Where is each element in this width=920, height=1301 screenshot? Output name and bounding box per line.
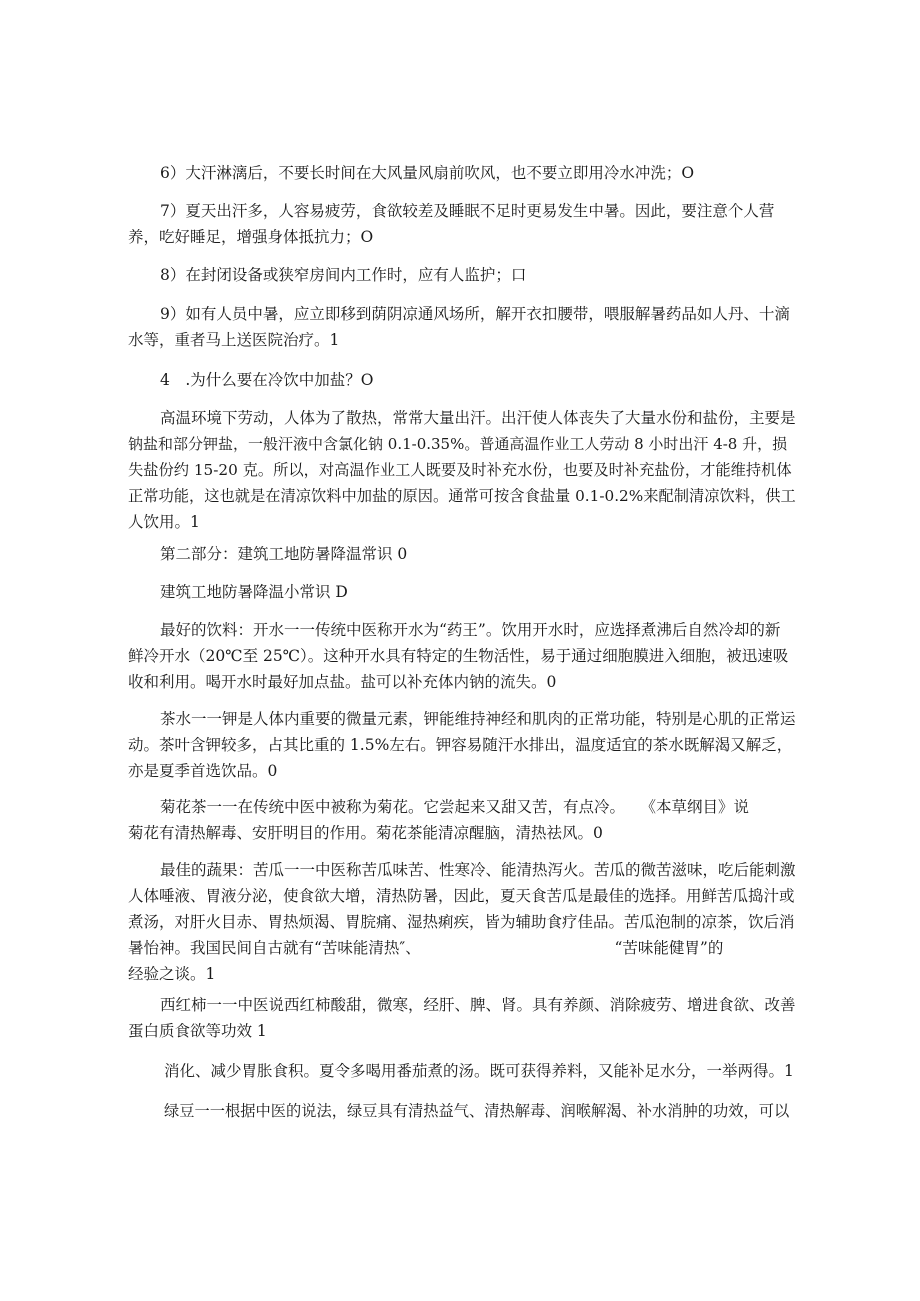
section-heading-part-two xyxy=(128,541,796,567)
paragraph-line: 失盐份约 15-20 克。所以，对高温作业工人既要及时补充水份，也要及时补充盐份，才能维持机体 xyxy=(128,461,792,479)
paragraph-line: 蛋白质食欲等功效 1 xyxy=(128,1022,267,1040)
paragraph-line: 菊花茶一一在传统中医中被称为菊花。它尝起来又甜又苦，有点冷。 《本草纲目》说 xyxy=(160,798,750,816)
paragraph-tea xyxy=(128,706,796,784)
paragraph-line: 茶水一一钾是人体内重要的微量元素，钾能维持神经和肌肉的正常功能，特别是心肌的正常运 xyxy=(160,710,796,728)
paragraph-line: 煮汤，对肝火目赤、胃热烦渴、胃脘痛、湿热痢疾，皆为辅助食疗佳品。苦瓜泡制的凉茶，饮后消 xyxy=(128,913,795,931)
paragraph-line: 动。茶叶含钾较多，占其比重的 1.5%左右。钾容易随汗水排出，温度适宜的茶水既解渴又解乏， xyxy=(128,736,793,754)
paragraph-boiled-water xyxy=(128,617,796,695)
paragraph-line: 绿豆一一根据中医的说法，绿豆具有清热益气、清热解毒、润喉解渴、补水消肿的功效，可以 xyxy=(164,1102,790,1120)
paragraph-line: 钠盐和部分钾盐，一般汗液中含氯化钠 0.1-0.35%。普通高温作业工人劳动 8 小时出汗 4-8 升，损 xyxy=(128,435,788,453)
paragraph-line: 亦是夏季首选饮品。0 xyxy=(128,762,278,780)
paragraph-line: 最好的饮料：开水一一传统中医称开水为“药王”。饮用开水时，应选择煮沸后自然冷却的新 xyxy=(160,621,781,639)
paragraph-line: 9）如有人员中暑，应立即移到荫阴凉通风场所，解开衣扣腰带，喂服解暑药品如人丹、十滴 xyxy=(160,305,790,323)
paragraph-line: 消化、减少胃胀食积。夏令多喝用番茄煮的汤。既可获得养料，又能补足水分，一举两得。1 xyxy=(164,1062,794,1080)
paragraph-item-6 xyxy=(128,160,796,186)
paragraph-line: 建筑工地防暑降温小常识 D xyxy=(160,583,348,601)
paragraph-line: 高温环境下劳动，人体为了散热，常常大量出汗。出汗使人体丧失了大量水份和盐份，主要是 xyxy=(160,409,796,427)
question-heading xyxy=(128,367,796,393)
paragraph-mung-bean xyxy=(128,1098,796,1124)
paragraph-line: 正常功能，这也就是在清凉饮料中加盐的原因。通常可按含食盐量 0.1-0.2%来配制清凉饮料，供工 xyxy=(128,487,796,505)
paragraph-line: 第二部分：建筑工地防暑降温常识 0 xyxy=(160,545,408,563)
paragraph-line: 人饮用。1 xyxy=(128,513,200,531)
paragraph-chrysanthemum-tea xyxy=(128,794,796,846)
paragraph-line: 养，吃好睡足，增强身体抵抗力；O xyxy=(128,228,374,246)
paragraph-bitter-melon xyxy=(128,857,796,987)
paragraph-line: 最佳的蔬果：苦瓜一一中医称苦瓜味苦、性寒冷、能清热泻火。苦瓜的微苦滋味，吃后能刺激 xyxy=(160,861,796,879)
paragraph-line: 水等，重者马上送医院治疗。1 xyxy=(128,331,340,349)
paragraph-line: 西红柿一一中医说西红柿酸甜，微寒，经肝、脾、肾。具有养颜、消除疲劳、增进食欲、改善 xyxy=(160,996,796,1014)
paragraph-item-9 xyxy=(128,301,796,353)
paragraph-line: 菊花有清热解毒、安肝明目的作用。菊花茶能清凉醒脑，清热祛风。0 xyxy=(128,824,603,842)
salt-explanation-paragraph xyxy=(128,405,796,535)
paragraph-tomato-continued xyxy=(128,1058,796,1084)
paragraph-item-7 xyxy=(128,198,796,250)
paragraph-line: 7）夏天出汗多，人容易疲劳，食欲较差及睡眠不足时更易发生中暑。因此，要注意个人营 xyxy=(160,202,775,220)
paragraph-tomato xyxy=(128,992,796,1044)
paragraph-line: 8）在封闭设备或狭窄房间内工作时，应有人监护；口 xyxy=(160,266,527,284)
paragraph-line: 人体唾液、胃液分泌，使食欲大增，清热防暑，因此，夏天食苦瓜是最佳的选择。用鲜苦瓜捣汁或 xyxy=(128,887,795,905)
paragraph-line: 鲜冷开水（20℃至 25℃）。这种开水具有特定的生物活性，易于通过细胞膜进入细胞，被迅速吸 xyxy=(128,647,789,665)
paragraph-line: 4 .为什么要在冷饮中加盐？O xyxy=(160,371,374,389)
paragraph-line: 暑怡神。我国民间自古就有“苦味能清热″、 “苦味能健胃”的 xyxy=(128,939,724,957)
paragraph-line: 6）大汗淋漓后，不要长时间在大风量风扇前吹风，也不要立即用冷水冲洗；O xyxy=(160,164,695,182)
section-subheading xyxy=(128,579,796,605)
paragraph-item-8 xyxy=(128,262,796,288)
paragraph-line: 经验之谈。1 xyxy=(128,965,216,983)
paragraph-line: 收和利用。喝开水时最好加点盐。盐可以补充体内钠的流失。0 xyxy=(128,673,557,691)
